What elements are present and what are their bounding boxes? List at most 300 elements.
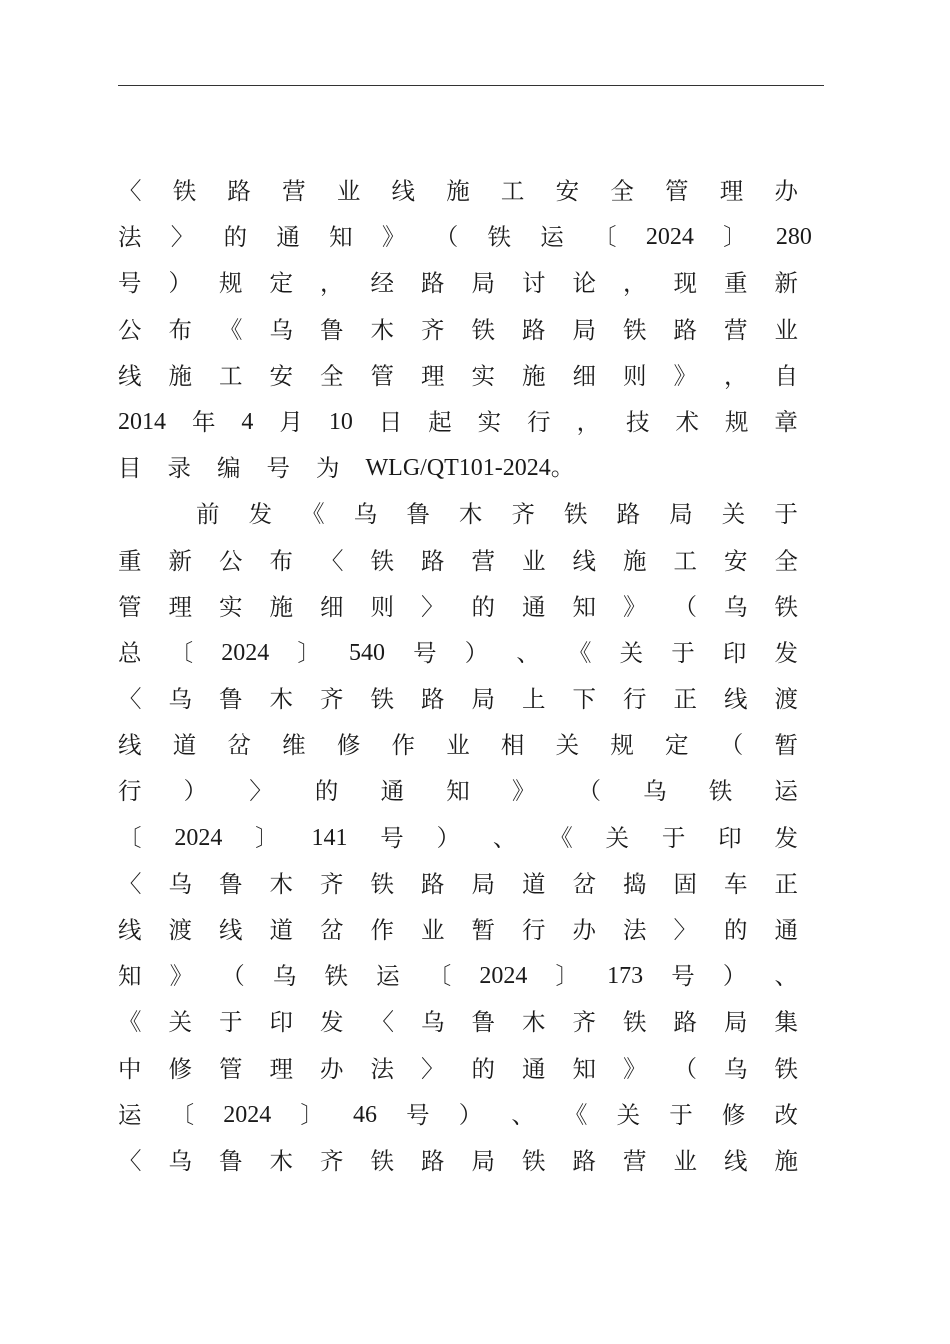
text-token: 铁	[623, 1008, 647, 1037]
text-token: 局	[669, 500, 693, 529]
text-token: 2024	[223, 1101, 272, 1128]
text-token: 木	[458, 500, 483, 529]
text-token: 论	[572, 269, 596, 298]
text-token: 的	[223, 223, 248, 252]
text-token: 乌	[272, 962, 297, 991]
text-token: 于	[219, 1008, 243, 1037]
text-line	[118, 815, 798, 861]
text-token: 线	[724, 685, 748, 714]
text-token: 现	[673, 269, 697, 298]
text-token: 乌	[269, 315, 293, 344]
text-token: 业	[774, 315, 798, 344]
text-token: 关	[555, 731, 580, 760]
text-token: 改	[774, 1100, 798, 1129]
text-token: 起	[428, 407, 452, 436]
text-token: 岔	[227, 731, 251, 760]
text-token: 管	[370, 361, 394, 390]
text-token: 工	[219, 361, 243, 390]
text-token: 铁	[172, 177, 197, 205]
text-token: 则	[623, 361, 647, 390]
text-token: 法	[370, 1054, 394, 1083]
text-token: 路	[616, 500, 641, 529]
text-token: 〕	[297, 638, 321, 667]
text-token: 理	[719, 177, 744, 205]
text-token: ）	[183, 777, 208, 806]
text-token: 月	[279, 407, 303, 436]
text-token: 铁	[370, 546, 394, 575]
text-line	[118, 445, 798, 491]
text-token: 理	[168, 592, 192, 621]
text-token: 于	[669, 1100, 693, 1129]
text-token: 通	[522, 1054, 546, 1083]
text-token: 》	[169, 962, 194, 991]
text-token: 乌	[353, 500, 378, 529]
text-token: 作	[370, 916, 394, 944]
text-token: 细	[572, 361, 596, 390]
text-token: 日	[378, 407, 403, 436]
text-token: 技	[626, 407, 650, 436]
text-token: 280	[775, 224, 812, 251]
text-line	[118, 353, 798, 399]
text-token: 安	[724, 546, 748, 575]
text-token: 车	[724, 869, 748, 898]
text-token: 〕	[723, 223, 747, 252]
text-token: 〕	[300, 1100, 324, 1129]
text-token: 〉	[421, 592, 445, 621]
text-token: 修	[336, 731, 361, 760]
text-token: WLG/QT101-2024。	[365, 455, 575, 482]
text-token: ，	[623, 269, 647, 298]
text-token: 木	[269, 685, 293, 714]
text-token: 乌	[168, 685, 192, 714]
text-line	[118, 1138, 798, 1184]
text-token: 布	[269, 546, 293, 575]
text-token: 路	[522, 315, 546, 344]
text-token: 道	[269, 916, 293, 944]
text-token: 营	[471, 546, 495, 575]
text-token: 、	[511, 1100, 535, 1129]
text-token: 业	[446, 731, 470, 760]
text-line	[118, 168, 798, 214]
text-token: 齐	[511, 500, 535, 529]
text-token: 法	[118, 223, 142, 252]
text-token: 局	[471, 269, 495, 298]
text-token: 规	[219, 269, 243, 298]
text-token: ）	[464, 638, 489, 667]
text-token: 齐	[320, 869, 344, 898]
text-token: 鲁	[320, 315, 344, 344]
text-token: 定	[665, 731, 689, 760]
text-token: 正	[774, 869, 798, 898]
text-token: 理	[269, 1054, 293, 1083]
text-token: 于	[774, 500, 798, 529]
text-token: 铁	[708, 777, 733, 806]
text-token: 运	[376, 962, 400, 991]
text-line	[118, 630, 798, 676]
text-token: ，	[320, 269, 344, 298]
text-token: 修	[168, 1054, 192, 1083]
text-token: 铁	[471, 315, 495, 344]
text-token: 通	[380, 777, 405, 806]
text-token: 局	[572, 315, 596, 344]
text-token: 〔	[169, 638, 194, 667]
text-token: 营	[724, 315, 748, 344]
text-token: 〕	[255, 823, 279, 852]
text-token: 渡	[774, 685, 798, 714]
text-line	[118, 307, 798, 353]
text-line	[118, 907, 798, 953]
text-token: 〔	[593, 223, 617, 252]
text-token: 前	[196, 500, 220, 529]
text-token: 局	[471, 869, 495, 898]
text-token: 工	[673, 546, 697, 575]
text-token: 乌	[643, 777, 667, 806]
text-token: 全	[774, 546, 798, 575]
text-token: 路	[673, 315, 697, 344]
text-token: 印	[269, 1008, 293, 1037]
text-token: 公	[219, 546, 243, 575]
text-token: 于	[671, 638, 695, 667]
text-token: 总	[118, 638, 142, 667]
text-token: 录	[167, 454, 191, 483]
text-token: 下	[572, 685, 596, 714]
text-token: 《	[564, 1100, 588, 1129]
text-line	[118, 214, 812, 260]
text-token: 〔	[170, 1100, 195, 1129]
text-token: 》	[511, 777, 536, 806]
text-token: 》	[673, 361, 697, 390]
text-token: 铁	[522, 1146, 546, 1175]
text-token: 《	[549, 823, 573, 852]
text-token: 业	[421, 916, 445, 944]
text-token: ，	[576, 407, 601, 436]
text-token: 铁	[370, 685, 394, 714]
text-token: 发	[774, 823, 798, 852]
text-token: 木	[269, 869, 293, 898]
text-token: 全	[320, 361, 344, 390]
text-token: 道	[522, 869, 546, 898]
text-line	[118, 1046, 798, 1092]
header-rule	[118, 85, 824, 86]
text-token: 线	[219, 916, 243, 944]
text-token: 线	[391, 177, 416, 205]
text-token: 重	[118, 546, 142, 575]
text-token: 路	[421, 685, 445, 714]
text-token: 讨	[522, 269, 546, 298]
text-token: 理	[421, 361, 445, 390]
text-token: 通	[774, 916, 798, 944]
text-token: 上	[522, 685, 546, 714]
text-token: 鲁	[471, 1008, 495, 1037]
text-token: 关	[168, 1008, 192, 1037]
text-token: 目	[118, 454, 142, 483]
text-token: 中	[118, 1054, 142, 1083]
text-token: 行	[118, 777, 142, 806]
text-token: 管	[118, 592, 142, 621]
text-token: 〈	[118, 1146, 142, 1175]
text-token: 施	[774, 1146, 798, 1175]
text-token: （	[673, 592, 697, 621]
text-token: 作	[391, 731, 416, 760]
text-token: 通	[276, 223, 300, 252]
text-token: 的	[471, 1054, 495, 1083]
text-token: 新	[168, 546, 192, 575]
text-token: 行	[623, 685, 647, 714]
text-token: 办	[774, 177, 798, 205]
text-token: 〈	[118, 869, 142, 898]
text-token: 公	[118, 315, 142, 344]
text-token: 知	[572, 592, 596, 621]
text-token: 实	[219, 592, 243, 621]
text-token: 46	[353, 1101, 377, 1128]
text-token: 业	[522, 546, 546, 575]
text-token: 10	[328, 408, 353, 435]
text-token: 木	[522, 1008, 546, 1037]
text-line	[118, 260, 798, 306]
text-line	[118, 538, 798, 584]
text-token: 为	[316, 454, 340, 483]
text-token: 2024	[645, 224, 694, 251]
text-token: 发	[320, 1008, 344, 1037]
text-token: 则	[370, 592, 394, 621]
text-token: 〕	[555, 962, 579, 991]
text-line	[118, 399, 798, 445]
text-token: 施	[522, 361, 546, 390]
text-token: ）	[436, 823, 461, 852]
text-token: 路	[421, 1146, 445, 1175]
text-token: 木	[269, 1146, 293, 1175]
text-token: 〈	[118, 685, 142, 714]
text-token: 细	[320, 592, 344, 621]
text-token: 路	[227, 177, 251, 205]
text-token: 固	[673, 869, 697, 898]
text-token: 〔	[118, 823, 142, 852]
text-token: 工	[500, 177, 525, 205]
text-token: 铁	[370, 1146, 394, 1175]
text-token: 知	[118, 962, 142, 991]
text-token: 集	[774, 1008, 798, 1037]
text-token: 管	[665, 177, 689, 205]
text-token: （	[719, 731, 744, 760]
text-token: 重	[724, 269, 748, 298]
text-token: 局	[471, 685, 495, 714]
text-token: 渡	[168, 916, 192, 944]
text-token: 年	[191, 407, 216, 436]
text-token: 施	[623, 546, 647, 575]
text-token: 暂	[471, 916, 495, 944]
text-token: （	[673, 1054, 697, 1083]
text-token: 施	[269, 592, 293, 621]
text-token: 规	[610, 731, 634, 760]
text-token: 鲁	[219, 685, 243, 714]
text-line	[118, 768, 798, 814]
text-token: 印	[722, 638, 747, 667]
text-token: 4	[241, 408, 254, 435]
text-token: 经	[370, 269, 394, 298]
text-token: 道	[172, 731, 197, 760]
text-token: 齐	[320, 1146, 344, 1175]
text-token: 141	[311, 824, 348, 851]
text-token: 〉	[421, 1054, 445, 1083]
text-token: 铁	[774, 592, 798, 621]
text-token: 业	[673, 1146, 697, 1175]
text-token: 2024	[174, 824, 223, 851]
text-token: 路	[421, 869, 445, 898]
text-token: 知	[329, 223, 353, 252]
text-token: 关	[619, 638, 644, 667]
text-line	[118, 722, 798, 768]
text-token: 铁	[623, 315, 647, 344]
text-line	[118, 1092, 798, 1138]
text-token: 540	[349, 639, 385, 666]
text-token: 2014	[118, 408, 166, 435]
text-token: 乌	[421, 1008, 445, 1037]
text-token: 、	[516, 638, 540, 667]
text-token: 正	[673, 685, 697, 714]
text-token: 施	[168, 361, 192, 390]
text-token: 乌	[168, 869, 192, 898]
text-token: 规	[724, 407, 749, 436]
text-token: 铁	[324, 962, 348, 991]
text-token: 布	[168, 315, 192, 344]
text-token: 安	[555, 177, 580, 205]
text-token: 齐	[572, 1008, 596, 1037]
text-token: 业	[336, 177, 361, 205]
text-token: 〉	[673, 916, 697, 944]
text-token: 铁	[564, 500, 588, 529]
text-token: 捣	[623, 869, 647, 898]
text-token: 局	[724, 1008, 748, 1037]
text-token: 《	[219, 315, 243, 344]
text-token: 编	[217, 454, 241, 483]
text-token: 号	[413, 638, 437, 667]
text-token: 运	[540, 223, 564, 252]
text-token: 通	[522, 592, 546, 621]
text-token: 关	[605, 823, 629, 852]
text-token: 〈	[118, 177, 142, 205]
text-token: 章	[774, 407, 798, 436]
text-token: 关	[721, 500, 746, 529]
text-token: 乌	[724, 1054, 748, 1083]
text-token: 〉	[170, 223, 195, 252]
text-token: 路	[572, 1146, 596, 1175]
text-token: 号	[671, 962, 695, 991]
text-token: 定	[269, 269, 293, 298]
text-token: 维	[282, 731, 306, 760]
text-token: 2024	[221, 639, 270, 666]
text-token: 铁	[774, 1054, 798, 1083]
text-token: 鲁	[219, 869, 243, 898]
text-token: 路	[673, 1008, 697, 1037]
text-token: 知	[572, 1054, 596, 1083]
text-token: 《	[568, 638, 592, 667]
text-token: 《	[301, 500, 325, 529]
text-token: ）	[458, 1100, 483, 1129]
text-token: 实	[471, 361, 495, 390]
text-token: 〔	[427, 962, 452, 991]
text-token: 印	[718, 823, 742, 852]
text-token: 岔	[320, 916, 344, 944]
text-token: 乌	[724, 592, 748, 621]
text-token: 173	[607, 963, 644, 990]
text-token: 铁	[370, 869, 394, 898]
document-body	[118, 168, 812, 1184]
text-token: 运	[774, 777, 798, 806]
text-token: 〉	[249, 777, 273, 806]
text-token: （	[577, 777, 601, 806]
text-line	[118, 861, 798, 907]
text-token: ，	[724, 361, 748, 390]
text-token: 自	[774, 361, 798, 390]
text-token: 办	[572, 916, 596, 944]
text-line	[118, 676, 798, 722]
text-token: 全	[610, 177, 634, 205]
text-token: 线	[572, 546, 596, 575]
text-token: 鲁	[219, 1146, 243, 1175]
text-token: 行	[527, 407, 551, 436]
text-line	[118, 491, 798, 537]
text-token: 相	[500, 731, 525, 760]
text-token: 法	[623, 916, 647, 944]
text-token: 运	[118, 1100, 142, 1129]
text-token: 路	[421, 546, 445, 575]
text-token: 术	[675, 407, 699, 436]
text-token: 号	[406, 1100, 430, 1129]
text-line	[118, 953, 798, 999]
text-token: 的	[471, 592, 495, 621]
text-token: 发	[774, 638, 798, 667]
text-token: 营	[282, 177, 306, 205]
text-token: 线	[118, 731, 142, 760]
text-token: 〈	[370, 1008, 394, 1037]
text-token: 局	[471, 1146, 495, 1175]
text-token: 的	[314, 777, 339, 806]
text-token: 新	[774, 269, 798, 298]
text-token: （	[221, 962, 245, 991]
text-token: 》	[623, 592, 647, 621]
text-token: 于	[661, 823, 686, 852]
text-line	[118, 999, 798, 1045]
text-token: 铁	[487, 223, 511, 252]
text-token: 号	[118, 269, 142, 298]
text-token: 号	[266, 454, 290, 483]
text-token: 关	[616, 1100, 641, 1129]
text-token: 线	[118, 361, 142, 390]
text-token: 实	[477, 407, 502, 436]
text-token: 施	[446, 177, 470, 205]
text-token: （	[434, 223, 459, 252]
text-token: 行	[522, 916, 546, 944]
text-token: 路	[421, 269, 445, 298]
text-token: 齐	[320, 685, 344, 714]
text-token: 发	[248, 500, 273, 529]
text-token: 的	[724, 916, 748, 944]
text-token: 号	[380, 823, 404, 852]
text-token: 管	[219, 1054, 243, 1083]
text-token: 》	[623, 1054, 647, 1083]
text-token: 线	[118, 916, 142, 944]
text-token: 营	[623, 1146, 647, 1175]
text-line	[118, 584, 798, 630]
text-token: ）	[722, 962, 747, 991]
text-token: 修	[721, 1100, 746, 1129]
text-token: ）	[168, 269, 192, 298]
text-token: 木	[370, 315, 394, 344]
text-token: 办	[320, 1054, 344, 1083]
text-token: 乌	[168, 1146, 192, 1175]
text-token: 2024	[479, 963, 528, 990]
text-token: 暂	[774, 731, 798, 760]
